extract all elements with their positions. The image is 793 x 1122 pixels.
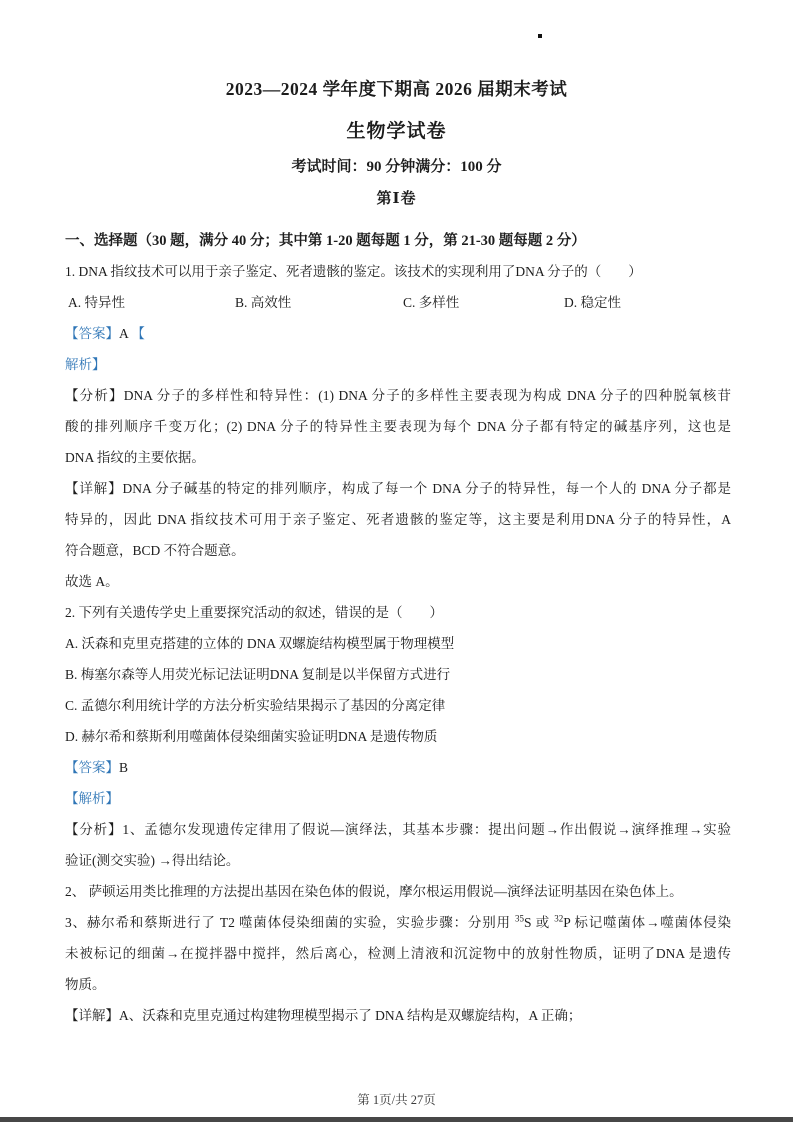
text-segment: 酸的排列顺序千变万化；(2) DNA 分子的特异性主要表现为每个 DNA 分子都有特定的碱基序列，这也是 (65, 419, 731, 434)
text-segment: 【分析】1、孟德尔发现遗传定律用了假说—演绎法，其基本步骤：提出问题→作出假说→演绎推理→实验 (65, 822, 731, 837)
paragraph-line (65, 380, 731, 411)
text-segment: C. 孟德尔利用统计学的方法分析实验结果揭示了基因的分离定律 (65, 698, 446, 713)
text-segment: 【分析】DNA 分子的多样性和特异性：(1) DNA 分子的多样性主要表现为构成 DNA 分子的四种脱氧核苷 (65, 388, 731, 403)
answer-line (65, 752, 731, 783)
option-item: B. 高效性 (235, 295, 292, 310)
text-segment: P 标记噬菌体→噬菌体侵染 (563, 915, 731, 930)
text-segment: 验证(测交实验) →得出结论。 (65, 853, 240, 868)
paragraph-line (65, 876, 731, 907)
text-segment: 未被标记的细菌→在搅拌器中搅拌，然后离心，检测上清液和沉淀物中的放射性物质，证明了DNA 是遗传 (65, 946, 731, 961)
text-segment: DNA 指纹的主要依据。 (65, 450, 205, 465)
option-item: D. 稳定性 (564, 295, 621, 310)
answer-line (65, 318, 731, 349)
exam-volume: 第Ⅰ卷 (376, 191, 417, 207)
paragraph-line (65, 907, 731, 938)
answer-line (65, 349, 731, 380)
text-segment: B (119, 760, 129, 775)
paragraph-line (65, 504, 731, 535)
paragraph-line (65, 411, 731, 442)
paragraph-line (65, 938, 731, 969)
page-indicator: 第 1页/共 27页 (357, 1093, 436, 1107)
text-segment: 故选 A。 (65, 574, 119, 589)
text-segment: 【详解】DNA 分子碱基的特定的排列顺序，构成了每一个 DNA 分子的特异性，每一个人的 DNA 分子都是 (65, 481, 731, 496)
text-segment: A (119, 326, 132, 341)
question-line (65, 597, 731, 628)
paragraph-line (65, 845, 731, 876)
text-segment: 2、 萨顿运用类比推理的方法提出基因在染色体的假说，摩尔根运用假说—演绎法证明基因在染色体上。 (65, 884, 683, 899)
question-line (65, 256, 731, 287)
stray-dot-icon (538, 34, 542, 38)
option-item: C. 多样性 (403, 295, 460, 310)
option-line (65, 690, 731, 721)
text-segment: 【答案】 (65, 760, 119, 775)
answer-line (65, 783, 731, 814)
option-item: A. 特异性 (68, 295, 125, 310)
paragraph-line (65, 566, 731, 597)
text-segment: 【 (131, 326, 145, 341)
bottom-bar (0, 1117, 793, 1122)
paragraph-line (65, 473, 731, 504)
text-segment: A. 沃森和克里克搭建的立体的 DNA 双螺旋结构模型属于物理模型 (65, 636, 455, 651)
paragraph-line (65, 442, 731, 473)
paragraph-line (65, 1000, 731, 1031)
text-segment: 符合题意，BCD 不符合题意。 (65, 543, 245, 558)
paragraph-line (65, 535, 731, 566)
text-segment: 特异的，因此 DNA 指纹技术可用于亲子鉴定、死者遗骸的鉴定等，这主要是利用DNA 分子的特异性，A (65, 512, 731, 527)
option-line (65, 721, 731, 752)
exam-title: 2023—2024 学年度下期高 2026 届期末考试 (225, 79, 568, 99)
text-segment: 【解析】 (65, 791, 119, 806)
text-segment: 【详解】A、沃森和克里克通过构建物理模型揭示了 DNA 结构是双螺旋结构，A 正确； (65, 1008, 582, 1023)
option-line (65, 659, 731, 690)
text-segment: B. 梅塞尔森等人用荧光标记法证明DNA 复制是以半保留方式进行 (65, 667, 451, 682)
option-line (65, 628, 731, 659)
section-heading: 一、选择题（30 题，满分 40 分；其中第 1-20 题每题 1 分，第 21-30 题每题 2 分） (65, 233, 586, 249)
exam-subtitle: 生物学试卷 (346, 121, 447, 142)
options-row (65, 287, 731, 318)
text-segment: 1. DNA 指纹技术可以用于亲子鉴定、死者遗骸的鉴定。该技术的实现利用了DNA 分子的（ ） (65, 264, 642, 279)
text-segment: S 或 (524, 915, 555, 930)
superscript-segment: 35 (515, 913, 525, 924)
text-segment: D. 赫尔希和蔡斯利用噬菌体侵染细菌实验证明DNA 是遗传物质 (65, 729, 438, 744)
text-segment: 2. 下列有关遗传学史上重要探究活动的叙述，错误的是（ ） (65, 605, 443, 620)
superscript-segment: 32 (554, 913, 564, 924)
paragraph-line (65, 814, 731, 845)
text-segment: 【答案】 (65, 326, 119, 341)
text-segment: 解析】 (65, 357, 106, 372)
document-body (65, 256, 731, 1031)
text-segment: 物质。 (65, 977, 106, 992)
text-segment: 3、赫尔希和蔡斯进行了 T2 噬菌体侵染细菌的实验，实验步骤：分别用 (65, 915, 516, 930)
exam-info: 考试时间：90 分钟满分：100 分 (291, 159, 502, 175)
paragraph-line (65, 969, 731, 1000)
